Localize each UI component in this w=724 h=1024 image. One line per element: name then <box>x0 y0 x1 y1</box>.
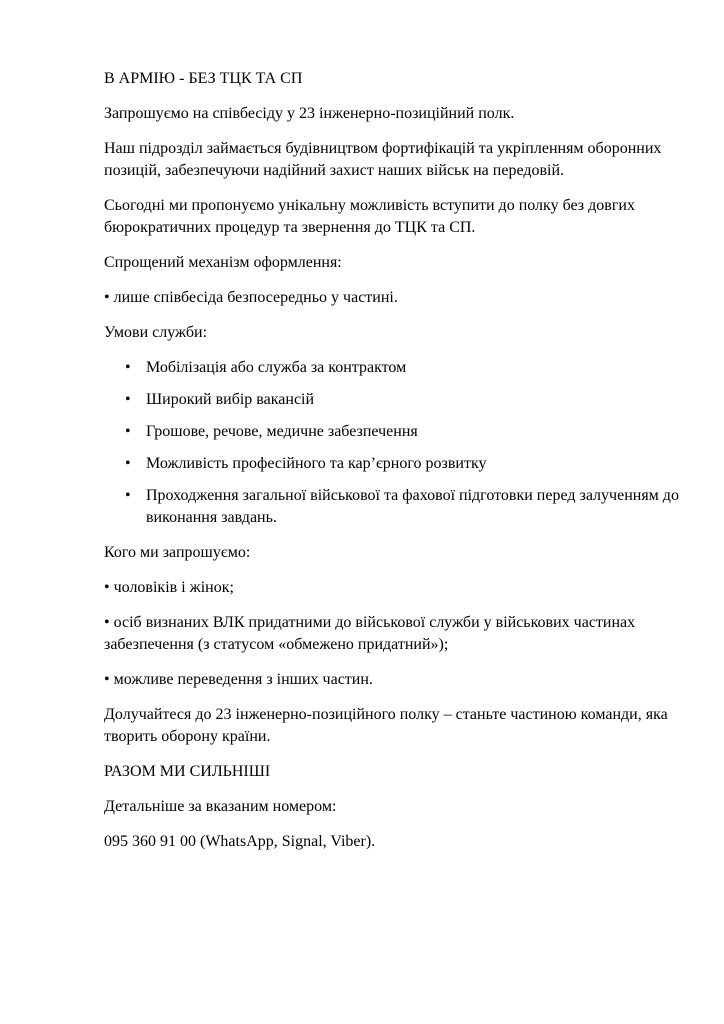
document-title: В АРМІЮ - БЕЗ ТЦК ТА СП <box>104 70 303 87</box>
conditions-heading: Умови служби: <box>104 324 208 341</box>
whom-item: • осіб визнаних ВЛК придатними до військової служби у військових частинах забезпечення (з статусом «обмежено придатний»); <box>104 614 636 653</box>
invite-paragraph: Запрошуємо на співбесіду у 23 інженерно-позиційний полк. <box>104 105 515 122</box>
conditions-list <box>104 357 684 529</box>
bullet-icon: • <box>125 455 131 472</box>
document-page <box>104 68 684 866</box>
mechanism-heading: Спрощений механізм оформлення: <box>104 254 342 271</box>
whom-item: • чоловіків і жінок; <box>104 579 234 596</box>
contact-heading: Детальніше за вказаним номером: <box>104 798 337 815</box>
list-item <box>104 389 684 411</box>
join-paragraph: Долучайтеся до 23 інженерно-позиційного полку – станьте частиною команди, яка творить оборону країни. <box>104 706 668 745</box>
list-item <box>104 357 684 379</box>
bullet-icon: • <box>125 391 131 408</box>
offer-paragraph: Сьогодні ми пропонуємо унікальну можливість вступити до полку без довгих бюрократичних процедур та звернення до ТЦК та СП. <box>104 197 635 236</box>
bullet-icon: • <box>125 359 131 376</box>
condition-text: Широкий вибір вакансій <box>146 391 315 408</box>
list-item <box>104 485 684 529</box>
condition-text: Мобілізація або служба за контрактом <box>146 359 407 376</box>
whom-heading: Кого ми запрошуємо: <box>104 544 251 561</box>
whom-item: • можливе переведення з інших частин. <box>104 671 373 688</box>
condition-text: Проходження загальної військової та фахової підготовки перед залученням до виконання завдань. <box>146 487 679 526</box>
list-item <box>104 421 684 443</box>
contact-phone: 095 360 91 00 (WhatsApp, Signal, Viber). <box>104 833 376 850</box>
list-item <box>104 453 684 475</box>
bullet-icon: • <box>125 487 131 504</box>
bullet-icon: • <box>125 423 131 440</box>
mechanism-item: • лише співбесіда безпосередньо у частині. <box>104 289 398 306</box>
about-paragraph: Наш підрозділ займається будівництвом фортифікацій та укріпленням оборонних позицій, забезпечуючи надійний захист наших військ на передовій. <box>104 140 662 179</box>
condition-text: Грошове, речове, медичне забезпечення <box>146 423 418 440</box>
condition-text: Можливість професійного та кар’єрного розвитку <box>146 455 487 472</box>
slogan: РАЗОМ МИ СИЛЬНІШІ <box>104 763 271 780</box>
